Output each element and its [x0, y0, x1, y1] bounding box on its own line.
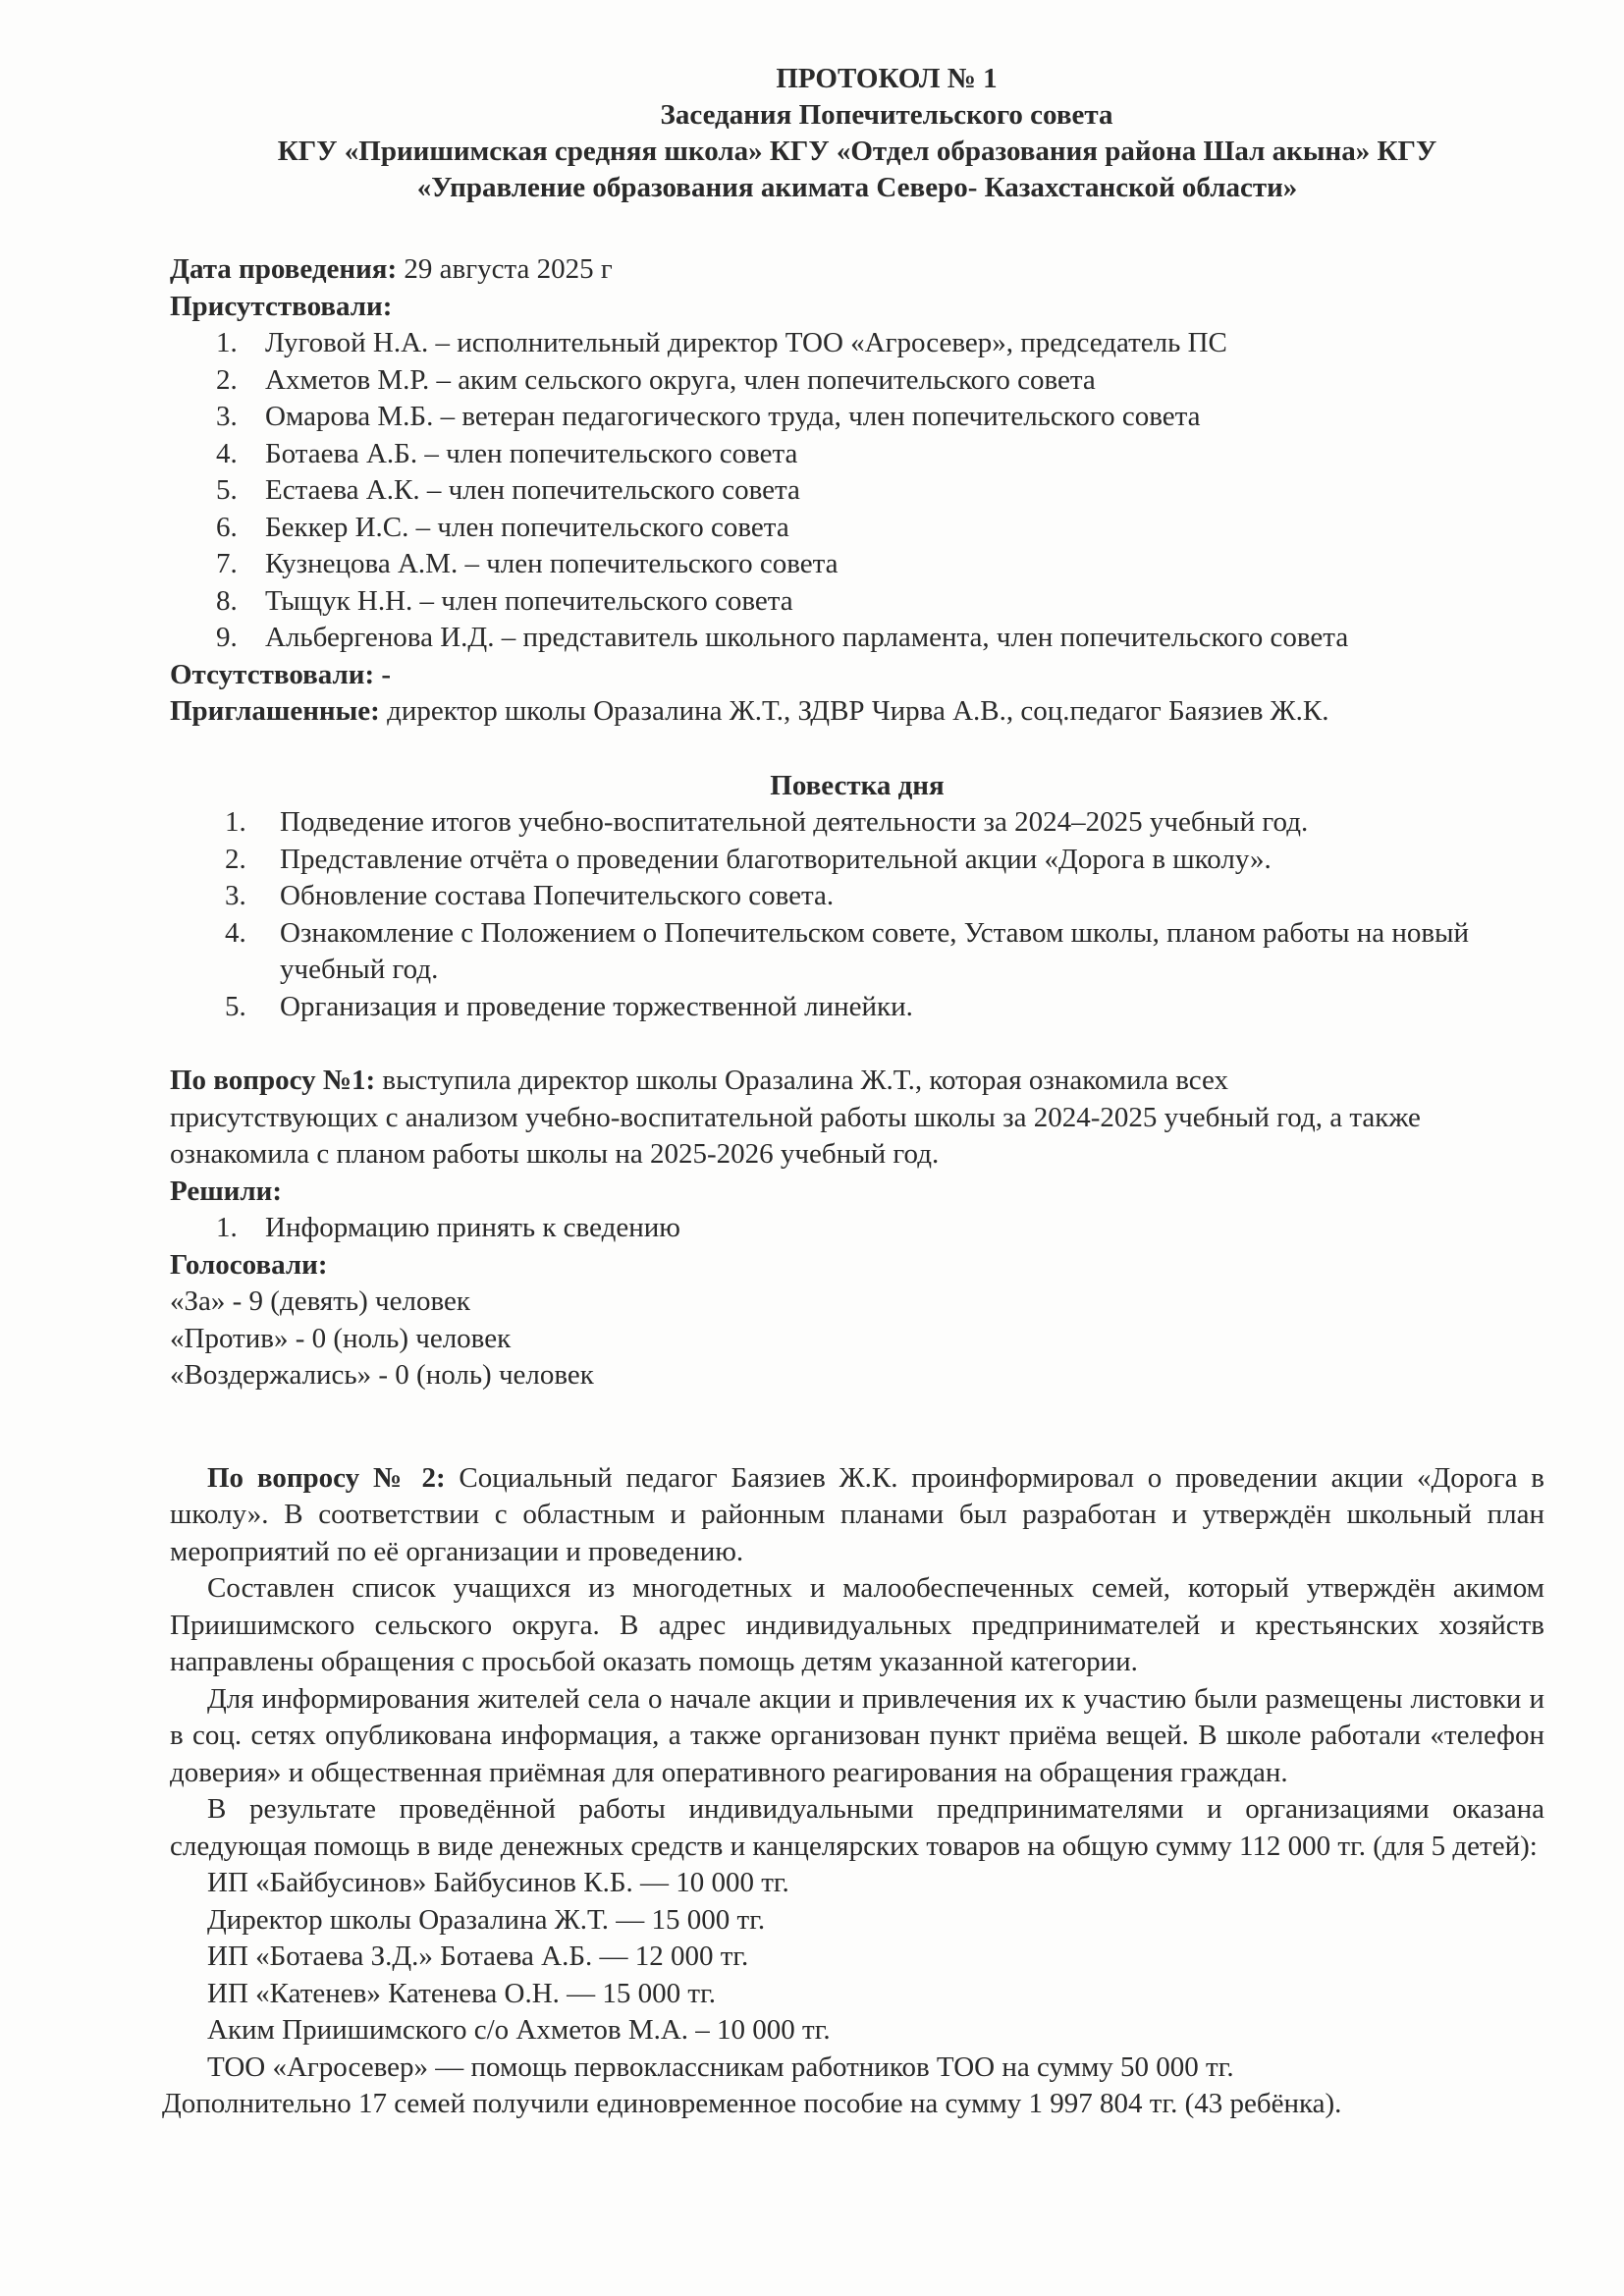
vote-abstained: «Воздержались» - 0 (ноль) человек — [170, 1359, 594, 1391]
list-number: 3. — [216, 401, 238, 432]
attendee-item — [170, 583, 1544, 621]
date-label: Дата проведения: — [170, 253, 398, 285]
donor-item: ТОО «Агросевер» — помощь первоклассникам работников ТОО на сумму 50 000 тг. — [207, 2050, 1234, 2083]
donor-item: ИП «Катенев» Катенева О.Н. — 15 000 тг. — [207, 1977, 716, 2009]
list-number: 8. — [216, 584, 238, 617]
attendee-item — [170, 620, 1544, 657]
list-number: 1. — [225, 806, 246, 838]
attendee-item — [170, 472, 1544, 510]
protocol-page — [162, 61, 1544, 2123]
question-2-paragraph-3: Для информирования жителей села о начале акции и привлечения их к участию были размещены листовки и в соц. сетях опубликована информация, а также организован пункт приёма вещей. В школе работали «телефон доверия» и общественная приёмная для оперативного реагирования на обращения граждан. — [170, 1682, 1544, 1788]
voted-label: Голосовали: — [170, 1248, 328, 1281]
attendee-text: Ботаева А.Б. – член попечительского совета — [265, 437, 798, 469]
agenda-item — [170, 915, 1544, 989]
question-2-label: По вопросу № 2: — [207, 1461, 446, 1494]
attendee-text: Альбергенова И.Д. – представитель школьного парламента, член попечительского совета — [265, 622, 1349, 653]
list-number: 9. — [216, 622, 238, 653]
agenda-item — [170, 842, 1544, 879]
question-2-text: Социальный педагог Баязиев Ж.К. проинформировал о проведении акции «Дорога в школу». В соответствии с областным и районным планами был разработан и утверждён школьный план мероприятий по её организации и проведению. — [170, 1461, 1544, 1567]
decision-text: Информацию принять к сведению — [265, 1212, 680, 1243]
question-1-paragraph — [170, 1063, 1436, 1174]
donors-list — [170, 1865, 1544, 2086]
protocol-title: ПРОТОКОЛ № 1 — [776, 63, 998, 94]
invited-label: Приглашенные: — [170, 695, 380, 727]
organization-line-2: «Управление образования акимата Северо- Казахстанской области» — [416, 172, 1298, 203]
decisions-list — [170, 1210, 1544, 1247]
attendee-text: Омарова М.Б. – ветеран педагогического труда, член попечительского совета — [265, 401, 1201, 432]
donor-item: Аким Приишимского с/о Ахметов М.А. – 10 000 тг. — [207, 2014, 831, 2046]
attendee-text: Беккер И.С. – член попечительского совета — [265, 511, 789, 543]
attendee-item — [170, 546, 1544, 583]
attendee-item — [170, 362, 1544, 400]
attendee-text: Естаева А.К. – член попечительского совета — [265, 474, 800, 506]
list-number: 4. — [216, 437, 238, 469]
absent-label: Отсутствовали: - — [170, 658, 392, 690]
question-2-paragraph-4: В результате проведённой работы индивидуальными предпринимателями и организациями оказана следующая помощь в виде денежных средств и канцелярских товаров на общую сумму 112 000 тг. (для 5 детей): — [170, 1793, 1544, 1862]
agenda-text: Подведение итогов учебно-воспитательной деятельности за 2024–2025 учебный год. — [280, 806, 1309, 838]
question-1-text: выступила директор школы Оразалина Ж.Т., которая ознакомила всех присутствующих с анализом учебно-воспитательной работы школы за 2024-2025 учебный год, а также ознакомила с планом работы школы на 2025-2026 учебный год. — [170, 1065, 1421, 1170]
agenda-item — [170, 804, 1544, 842]
attendees-list — [170, 325, 1544, 657]
list-number: 3. — [225, 880, 246, 911]
present-label: Присутствовали: — [170, 290, 393, 322]
attendee-text: Кузнецова А.М. – член попечительского совета — [265, 548, 839, 579]
agenda-item — [170, 989, 1544, 1026]
donor-item: Директор школы Оразалина Ж.Т. — 15 000 тг. — [207, 1903, 766, 1936]
decision-item — [170, 1210, 1544, 1247]
attendee-text: Тыщук Н.Н. – член попечительского совета — [265, 584, 793, 617]
attendee-item — [170, 325, 1544, 362]
agenda-text: Представление отчёта о проведении благотворительной акции «Дорога в школу». — [280, 843, 1272, 875]
additional-support-line: Дополнительно 17 семей получили единовременное пособие на сумму 1 997 804 тг. (43 ребёнка). — [162, 2088, 1342, 2119]
agenda-text: Ознакомление с Положением о Попечительском совете, Уставом школы, планом работы на новый учебный год. — [280, 916, 1470, 985]
list-number: 6. — [216, 511, 238, 543]
list-number: 2. — [216, 363, 238, 396]
question-1-label: По вопросу №1: — [170, 1065, 376, 1096]
list-number: 7. — [216, 548, 238, 579]
list-number: 5. — [225, 990, 246, 1022]
date-value: 29 августа 2025 г — [397, 253, 613, 285]
attendee-item — [170, 399, 1544, 436]
agenda-item — [170, 878, 1544, 915]
attendee-item — [170, 436, 1544, 473]
agenda-text: Обновление состава Попечительского совета. — [280, 880, 835, 911]
list-number: 1. — [216, 1212, 238, 1243]
list-number: 5. — [216, 474, 238, 506]
organization-line-1: КГУ «Приишимская средняя школа» КГУ «Отдел образования района Шал акына» КГУ — [277, 136, 1437, 167]
document-header — [170, 61, 1544, 206]
invited-line — [170, 693, 1544, 731]
attendee-text: Луговой Н.А. – исполнительный директор ТОО «Агросевер», председатель ПС — [265, 327, 1227, 358]
list-number: 4. — [225, 916, 246, 949]
protocol-subtitle: Заседания Попечительского совета — [660, 99, 1113, 131]
agenda-list — [170, 804, 1544, 1025]
vote-against: «Против» - 0 (ноль) человек — [170, 1322, 512, 1354]
donor-item: ИП «Ботаева З.Д.» Ботаева А.Б. — 12 000 тг. — [207, 1941, 749, 1972]
decided-label: Решили: — [170, 1175, 283, 1207]
agenda-text: Организация и проведение торжественной линейки. — [280, 990, 913, 1022]
meeting-date — [170, 251, 1544, 289]
attendee-item — [170, 510, 1544, 547]
question-2-paragraph-1 — [170, 1460, 1544, 1571]
attendee-text: Ахметов М.Р. – аким сельского округа, член попечительского совета — [265, 363, 1096, 396]
question-2-paragraph-2: Составлен список учащихся из многодетных и малообеспеченных семей, который утверждён акимом Приишимского сельского округа. В адрес индивидуальных предпринимателей и крестьянских хозяйств направлены обращения с просьбой оказать помощь детям указанной категории. — [170, 1572, 1544, 1677]
agenda-title: Повестка дня — [770, 769, 945, 801]
vote-for: «За» - 9 (девять) человек — [170, 1285, 470, 1317]
donor-item: ИП «Байбусинов» Байбусинов К.Б. — 10 000 тг. — [207, 1867, 789, 1898]
list-number: 1. — [216, 327, 238, 358]
list-number: 2. — [225, 843, 246, 875]
invited-value: директор школы Оразалина Ж.Т., ЗДВР Чирва А.В., соц.педагог Баязиев Ж.К. — [379, 695, 1329, 727]
